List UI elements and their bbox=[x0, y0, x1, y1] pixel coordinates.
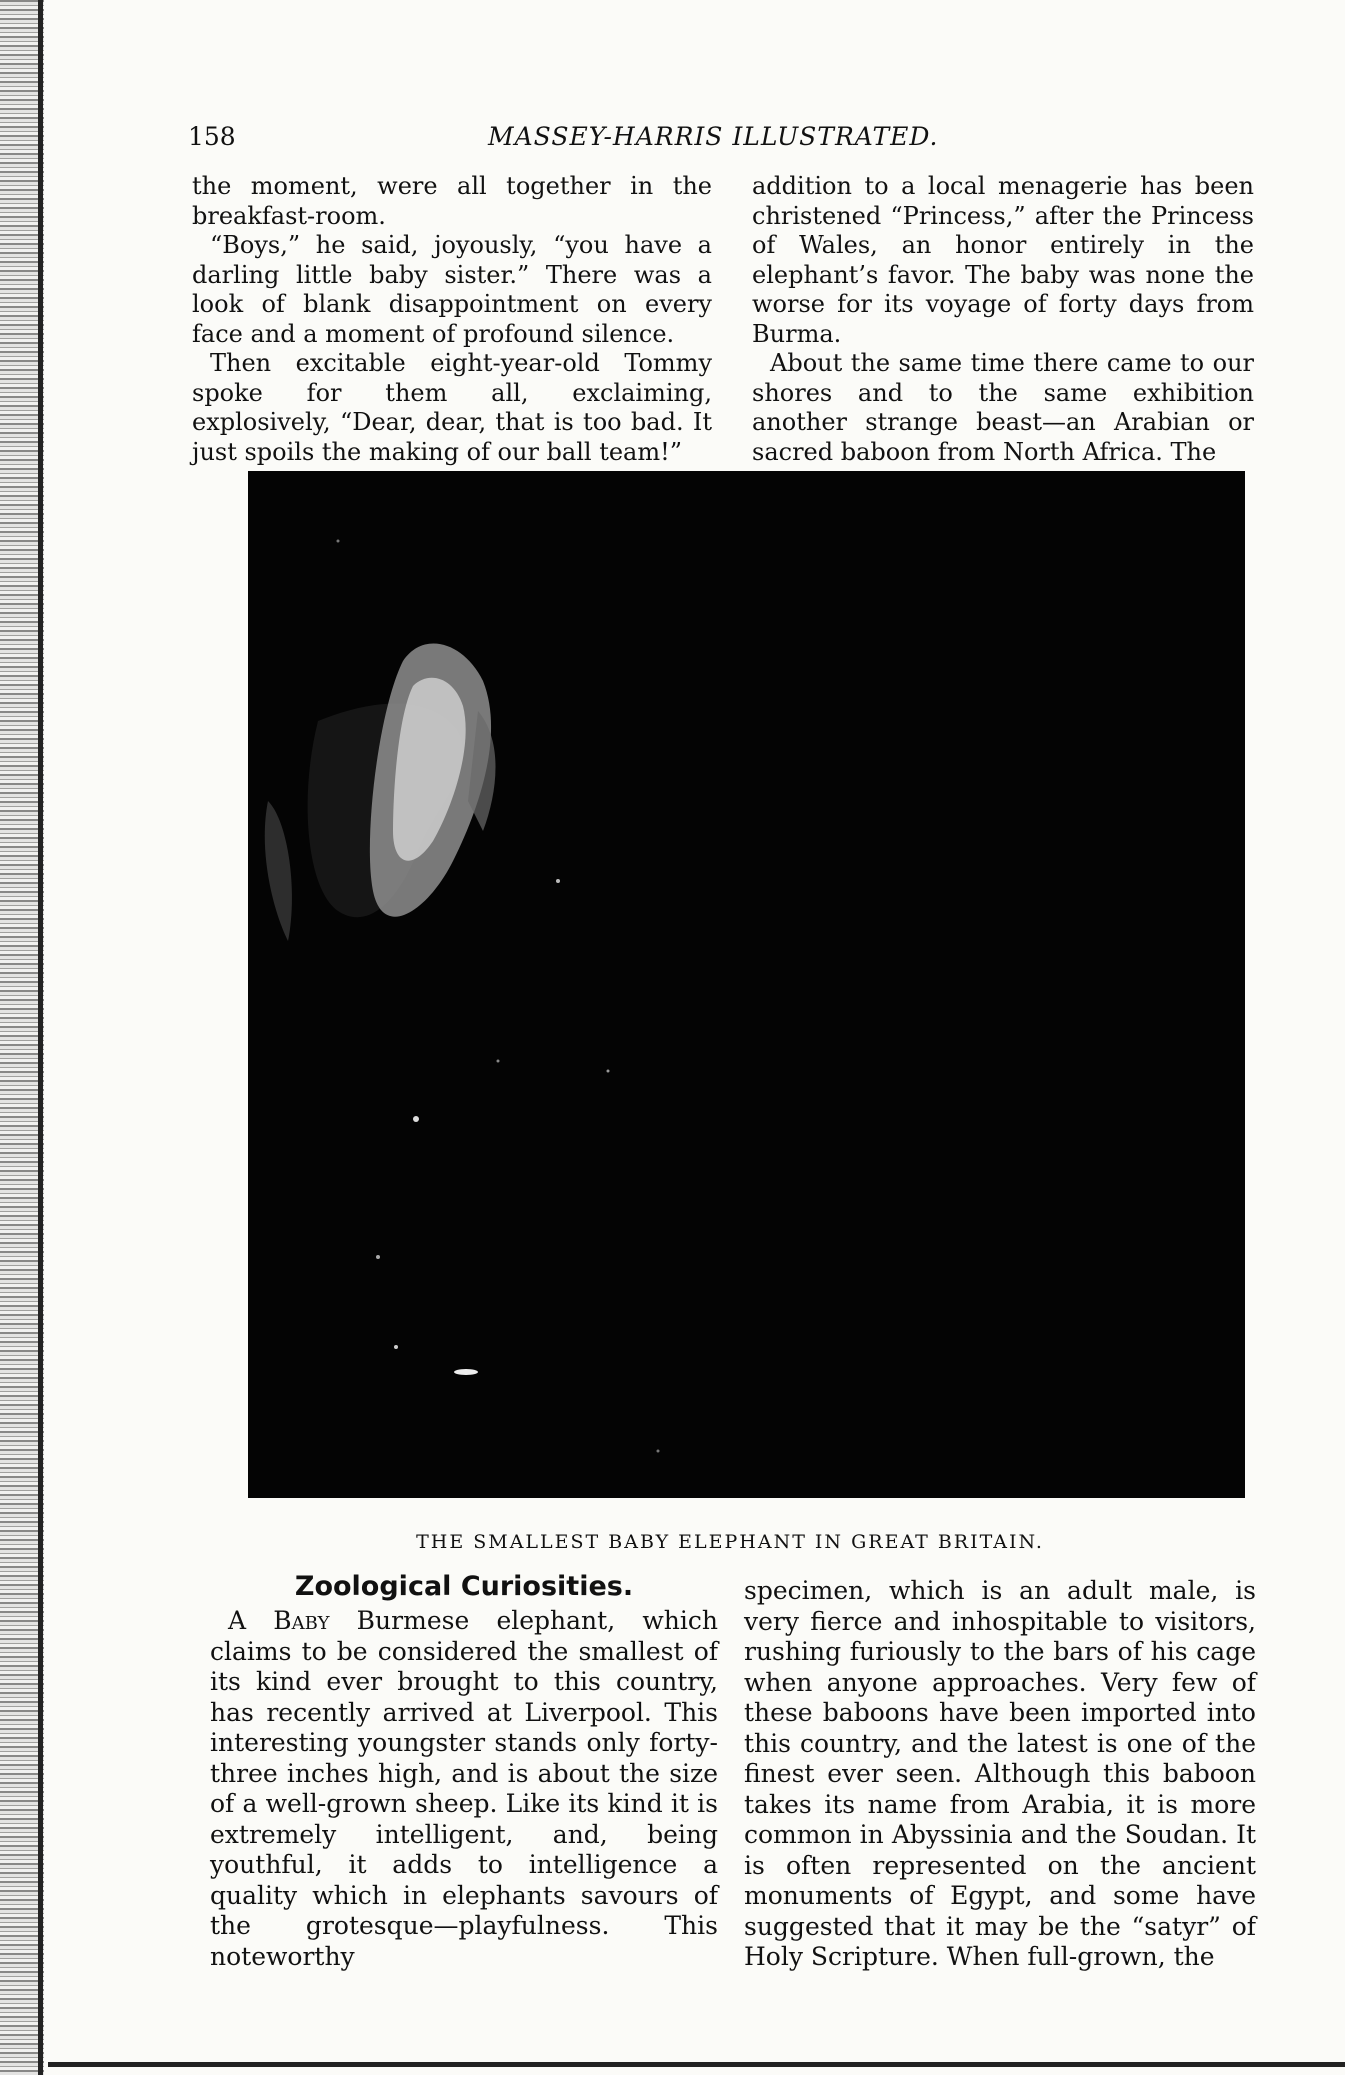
page-number: 158 bbox=[188, 122, 236, 151]
bottom-rule bbox=[48, 2062, 1345, 2067]
lead-words: A Baby bbox=[228, 1606, 330, 1635]
running-title: MASSEY-HARRIS ILLUSTRATED. bbox=[488, 122, 939, 151]
paragraph: Then excitable eight-year-old Tommy spoke for them all, exclaiming, explosively, “Dear, dear, that is too bad. It just spoils the making of our ball team!” bbox=[192, 349, 712, 466]
paragraph-text: Burmese elephant, which claims to be considered the smallest of its kind ever brought to this country, has recently arrived at Liverpool. This interesting youngster stands only forty-three inches high, and is about the size of a well-grown sheep. Like its kind it is extremely intelligent, and, being youthful, it adds to intelligence a quality which in elephants savours of the grotesque—playfulness. This noteworthy bbox=[210, 1606, 718, 1971]
paragraph: About the same time there came to our shores and to the same exhibition another strange beast—an Arabian or sacred baboon from North Africa. The bbox=[752, 349, 1254, 466]
paragraph: specimen, which is an adult male, is very fierce and inhospitable to visitors, rushing furiously to the bars of his cage when anyone approaches. Very few of these baboons have been imported into this country, and the latest is one of the finest ever seen. Although this baboon takes its name from Arabia, it is more common in Abyssinia and the Soudan. It is often represented on the ancient monuments of Egypt, and some have suggested that it may be the “satyr” of Holy Scripture. When full-grown, the bbox=[744, 1576, 1256, 1971]
top-right-column bbox=[752, 172, 1254, 467]
paragraph: the moment, were all together in the breakfast-room. bbox=[192, 172, 712, 230]
binding-rule bbox=[38, 0, 43, 2075]
photo-image bbox=[248, 471, 1245, 1498]
paragraph: “Boys,” he said, joyously, “you have a darling little baby sister.” There was a look of blank disappointment on every face and a moment of profound silence. bbox=[192, 231, 712, 348]
paragraph: addition to a local menagerie has been christened “Princess,” after the Princess of Wales, an honor entirely in the elephant’s favor. The baby was none the worse for its voyage of forty days from Burma. bbox=[752, 172, 1254, 348]
bottom-right-column bbox=[744, 1576, 1256, 1973]
elephant-photograph bbox=[248, 471, 1245, 1498]
bottom-left-column bbox=[210, 1606, 718, 1972]
top-left-column bbox=[192, 172, 712, 467]
section-heading: Zoological Curiosities. bbox=[294, 1571, 634, 1602]
figure-caption: THE SMALLEST BABY ELEPHANT IN GREAT BRITAIN. bbox=[416, 1531, 1044, 1553]
paragraph bbox=[210, 1606, 718, 1972]
